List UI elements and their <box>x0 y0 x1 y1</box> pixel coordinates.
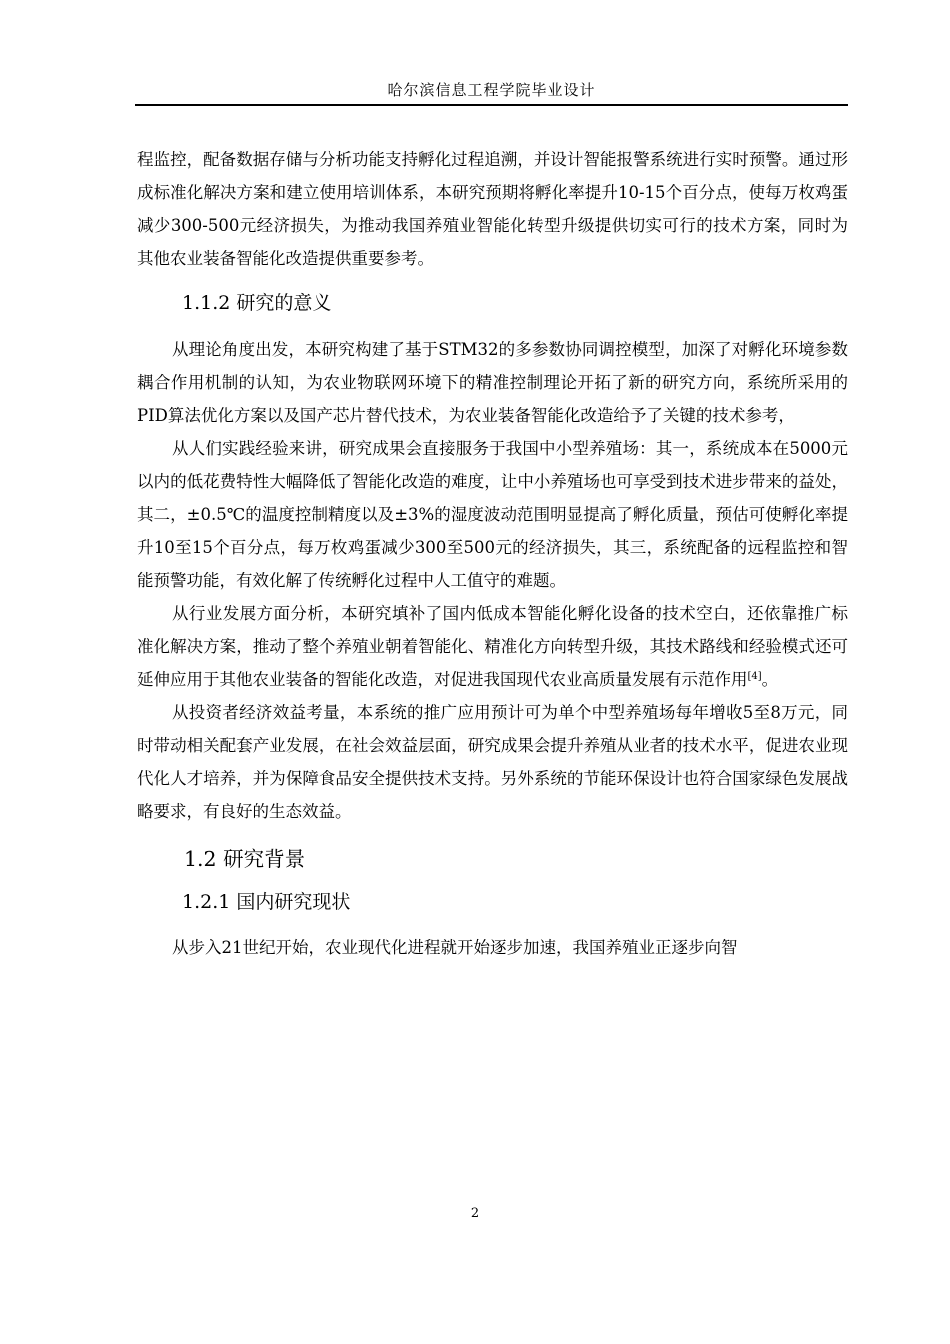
paragraph-continued: 程监控，配备数据存储与分析功能支持孵化过程追溯，并设计智能报警系统进行实时预警。通过形成标准化解决方案和建立使用培训体系，本研究预期将孵化率提升10-15个百分点，使每万枚鸡蛋减少300-500元经济损失，为推动我国养殖业智能化转型升级提供切实可行的技术方案，同时为其他农业装备智能化改造提供重要参考。 <box>137 150 848 268</box>
page-body <box>137 143 848 964</box>
running-header: 哈尔滨信息工程学院毕业设计 <box>387 81 596 99</box>
paragraph-industry-end: 。 <box>761 670 779 689</box>
paragraph-practice: 从人们实践经验来讲，研究成果会直接服务于我国中小型养殖场：其一，系统成本在5000元以内的低花费特性大幅降低了智能化改造的难度，让中小养殖场也可享受到技术进步带来的益处，其二，±0.5℃的温度控制精度以及±3%的湿度波动范围明显提高了孵化质量，预估可使孵化率提升10至15个百分点，每万枚鸡蛋减少300至500元的经济损失，其三，系统配备的远程监控和智能预警功能，有效化解了传统孵化过程中人工值守的难题。 <box>137 439 848 590</box>
paragraph-industry <box>137 597 848 696</box>
citation-ref: [4] <box>747 671 762 682</box>
paragraph-theory: 从理论角度出发，本研究构建了基于STM32的多参数协同调控模型，加深了对孵化环境参数耦合作用机制的认知，为农业物联网环境下的精准控制理论开拓了新的研究方向，系统所采用的PID算法优化方案以及国产芯片替代技术，为农业装备智能化改造给予了关键的技术参考， <box>137 340 848 425</box>
page-number: 2 <box>470 1206 480 1221</box>
paragraph-domestic: 从步入21世纪开始，农业现代化进程就开始逐步加速，我国养殖业正逐步向智 <box>172 938 738 957</box>
section-heading-1-1-2: 1.1.2 研究的意义 <box>182 292 332 314</box>
header-rule <box>135 104 848 106</box>
section-heading-1-2: 1.2 研究背景 <box>184 847 306 871</box>
paragraph-industry-text: 从行业发展方面分析，本研究填补了国内低成本智能化孵化设备的技术空白，还依靠推广标准化解决方案，推动了整个养殖业朝着智能化、精准化方向转型升级，其技术路线和经验模式还可延伸应用于其他农业装备的智能化改造，对促进我国现代农业高质量发展有示范作用 <box>137 604 848 689</box>
paragraph-economic: 从投资者经济效益考量，本系统的推广应用预计可为单个中型养殖场每年增收5至8万元，同时带动相关配套产业发展，在社会效益层面，研究成果会提升养殖从业者的技术水平，促进农业现代化人才培养，并为保障食品安全提供技术支持。另外系统的节能环保设计也符合国家绿色发展战略要求，有良好的生态效益。 <box>137 703 848 821</box>
section-heading-1-2-1: 1.2.1 国内研究现状 <box>182 891 351 913</box>
